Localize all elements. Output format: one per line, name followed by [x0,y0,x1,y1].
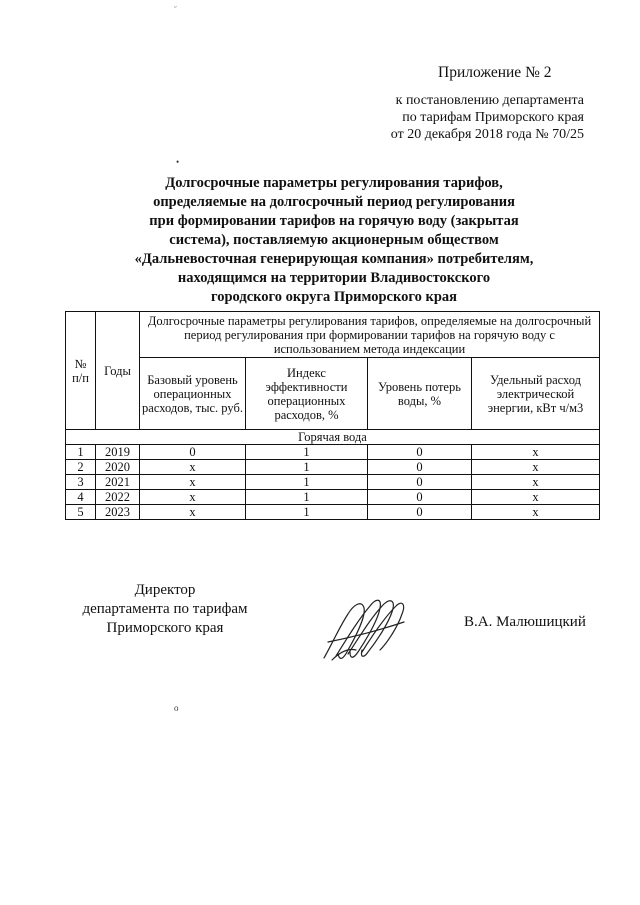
cell-water-loss: 0 [368,490,472,505]
table-row [66,445,600,460]
table-row [66,490,600,505]
cell-base-level: х [140,490,246,505]
signatory-name: В.А. Малюшицкий [464,614,586,630]
title-line: находящимся на территории Владивостокского [177,270,491,286]
title-line: «Дальневосточная генерирующая компания» потребителям, [134,251,534,267]
scan-mark: o [174,703,179,713]
section-row [66,430,600,445]
col-header-year: Годы [96,312,140,430]
cell-number: 5 [66,505,96,520]
col-header-energy-consumption: Удельный расход электрической энергии, кВт ч/м3 [472,358,600,430]
signatory-position [60,581,270,638]
cell-base-level: х [140,460,246,475]
cell-water-loss: 0 [368,445,472,460]
cell-water-loss: 0 [368,505,472,520]
col-header-efficiency-index: Индекс эффективности операционных расходов, % [246,358,368,430]
decree-line: от 20 декабря 2018 года № 70/25 [390,127,584,142]
annex-title: Приложение № 2 [438,64,552,81]
position-line: Директор [134,582,196,598]
cell-energy-consumption: х [472,445,600,460]
document-title [60,174,608,307]
title-line: система), поставляемую акционерным обществом [169,232,499,248]
cell-year: 2021 [96,475,140,490]
cell-base-level: 0 [140,445,246,460]
cell-year: 2022 [96,490,140,505]
col-header-base-level: Базовый уровень операционных расходов, тыс. руб. [140,358,246,430]
position-line: Приморского края [106,620,224,636]
scan-mark: ᵕ [174,2,177,12]
table-header-row [66,312,600,358]
cell-water-loss: 0 [368,460,472,475]
cell-energy-consumption: х [472,490,600,505]
cell-energy-consumption: х [472,460,600,475]
section-label: Горячая вода [66,430,600,445]
handwritten-signature [318,592,410,666]
cell-efficiency-index: 1 [246,490,368,505]
col-header-number: № п/п [66,312,96,430]
cell-water-loss: 0 [368,475,472,490]
col-header-water-loss: Уровень потерь воды, % [368,358,472,430]
cell-base-level: х [140,505,246,520]
scan-mark: • [176,157,180,167]
position-line: департамента по тарифам [82,601,248,617]
table-header-row [66,358,600,430]
cell-efficiency-index: 1 [246,505,368,520]
table-row [66,460,600,475]
table-row [66,505,600,520]
cell-efficiency-index: 1 [246,460,368,475]
cell-year: 2019 [96,445,140,460]
table-row [66,475,600,490]
cell-number: 1 [66,445,96,460]
cell-energy-consumption: х [472,505,600,520]
cell-number: 2 [66,460,96,475]
cell-year: 2020 [96,460,140,475]
tariff-parameters-table [65,311,600,520]
cell-number: 3 [66,475,96,490]
col-header-group: Долгосрочные параметры регулирования тарифов, определяемые на долгосрочный период регулирования при формировании тарифов на горячую воду с использованием метода индексации [140,312,600,358]
title-line: при формировании тарифов на горячую воду (закрытая [149,213,519,229]
cell-number: 4 [66,490,96,505]
title-line: городского округа Приморского края [211,289,457,305]
decree-reference [391,92,584,143]
decree-line: по тарифам Приморского края [402,110,584,125]
title-line: Долгосрочные параметры регулирования тарифов, [165,175,503,191]
decree-line: к постановлению департамента [395,93,584,108]
cell-base-level: х [140,475,246,490]
cell-year: 2023 [96,505,140,520]
title-line: определяемые на долгосрочный период регулирования [153,194,515,210]
cell-efficiency-index: 1 [246,445,368,460]
cell-efficiency-index: 1 [246,475,368,490]
cell-energy-consumption: х [472,475,600,490]
